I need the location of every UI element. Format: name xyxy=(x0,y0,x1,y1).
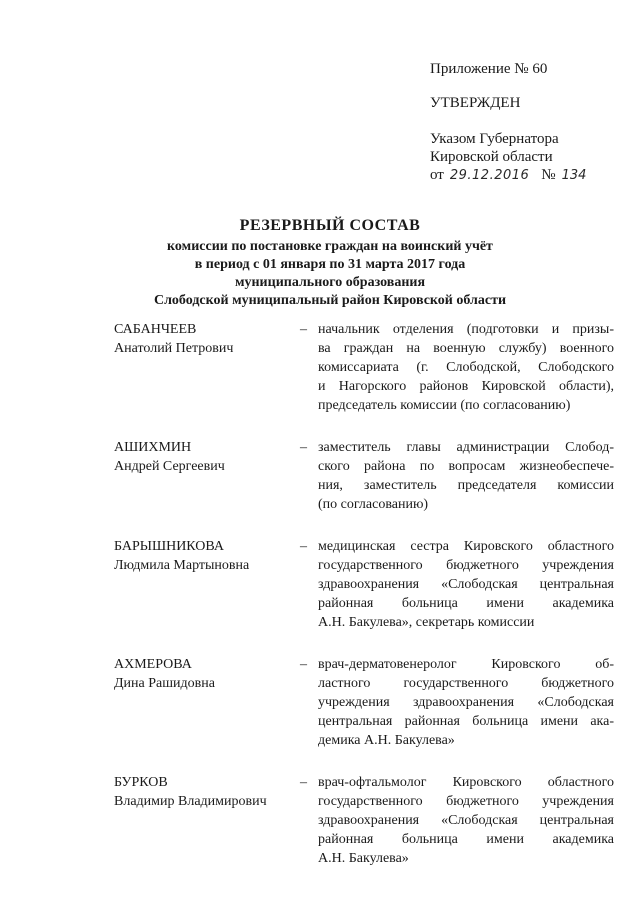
approval-header xyxy=(430,60,630,185)
member-given-name: Дина Рашидовна xyxy=(114,676,215,691)
role-line: районная больница имени академика xyxy=(318,832,614,847)
member-role xyxy=(318,438,614,514)
document-title xyxy=(60,216,600,310)
member-role xyxy=(318,655,614,750)
number-label: № xyxy=(541,167,556,183)
role-line: демика А.Н. Бакулева» xyxy=(318,733,455,748)
role-line: заместитель главы администрации Слобод- xyxy=(318,440,614,455)
role-line: медицинская сестра Кировского областного xyxy=(318,539,614,554)
member-role xyxy=(318,773,614,868)
role-line: врач-дерматовенеролог Кировского об- xyxy=(318,657,614,672)
title-line-3: муниципального образования xyxy=(234,275,426,290)
member-name xyxy=(114,320,300,415)
member-surname: БУРКОВ xyxy=(114,775,168,790)
member-entry xyxy=(114,438,614,514)
member-entry xyxy=(114,655,614,750)
member-dash: – xyxy=(300,657,307,672)
member-given-name: Андрей Сергеевич xyxy=(114,459,225,474)
role-line: центральная районная больница имени ака- xyxy=(318,714,614,729)
role-line: начальник отделения (подготовки и призы- xyxy=(318,322,614,337)
member-surname: САБАНЧЕЕВ xyxy=(114,322,197,337)
role-line: здравоохранения «Слободская центральная xyxy=(318,813,614,828)
member-surname: АХМЕРОВА xyxy=(114,657,192,672)
member-entry xyxy=(114,773,614,868)
handwritten-date: 29.12.2016 xyxy=(449,168,530,183)
member-given-name: Владимир Владимирович xyxy=(114,794,267,809)
member-surname: БАРЫШНИКОВА xyxy=(114,539,224,554)
role-line: здравоохранения «Слободская центральная xyxy=(318,577,614,592)
role-line: государственного бюджетного учреждения xyxy=(318,558,614,573)
member-dash: – xyxy=(300,775,307,790)
role-line: (по согласованию) xyxy=(318,497,429,512)
member-name xyxy=(114,438,300,514)
decree-line-2: Кировской области xyxy=(430,149,553,165)
member-dash: – xyxy=(300,322,307,337)
decree-line-1: Указом Губернатора xyxy=(430,131,559,147)
member-name xyxy=(114,655,300,750)
member-name xyxy=(114,773,300,868)
title-main: РЕЗЕРВНЫЙ СОСТАВ xyxy=(239,217,421,234)
member-dash: – xyxy=(300,440,307,455)
role-line: врач-офтальмолог Кировского областного xyxy=(318,775,614,790)
role-line: государственного бюджетного учреждения xyxy=(318,794,614,809)
role-line: и Нагорского районов Кировской области), xyxy=(318,379,614,394)
member-dash: – xyxy=(300,539,307,554)
role-line: ва граждан на военную службу) военного xyxy=(318,341,614,356)
member-role xyxy=(318,537,614,632)
member-entry xyxy=(114,320,614,415)
member-surname: АШИХМИН xyxy=(114,440,192,455)
appendix-number: Приложение № 60 xyxy=(430,61,548,77)
approved-label: УТВЕРЖДЕН xyxy=(430,95,521,111)
role-line: А.Н. Бакулева» xyxy=(318,851,409,866)
role-line: комиссариата (г. Слободской, Слободского xyxy=(318,360,614,375)
role-line: ского района по вопросам жизнеобеспече- xyxy=(318,459,614,474)
member-entry xyxy=(114,537,614,632)
role-line: учреждения здравоохранения «Слободская xyxy=(318,695,614,710)
member-role xyxy=(318,320,614,415)
handwritten-number: 134 xyxy=(561,168,587,183)
role-line: ния, заместитель председателя комиссии xyxy=(318,478,614,493)
role-line: районная больница имени академика xyxy=(318,596,614,611)
member-name xyxy=(114,537,300,632)
member-given-name: Анатолий Петрович xyxy=(114,341,234,356)
title-line-1: комиссии по постановке граждан на воинский учёт xyxy=(167,239,493,254)
from-label: от xyxy=(430,167,444,183)
role-line: А.Н. Бакулева», секретарь комиссии xyxy=(318,615,535,630)
title-line-4: Слободской муниципальный район Кировской области xyxy=(153,293,507,308)
title-line-2: в период с 01 января по 31 марта 2017 года xyxy=(194,257,466,272)
decree-date-number xyxy=(430,166,630,185)
member-given-name: Людмила Мартыновна xyxy=(114,558,250,573)
members-list xyxy=(114,320,614,868)
role-line: председатель комиссии (по согласованию) xyxy=(318,398,571,413)
role-line: ластного государственного бюджетного xyxy=(318,676,614,691)
